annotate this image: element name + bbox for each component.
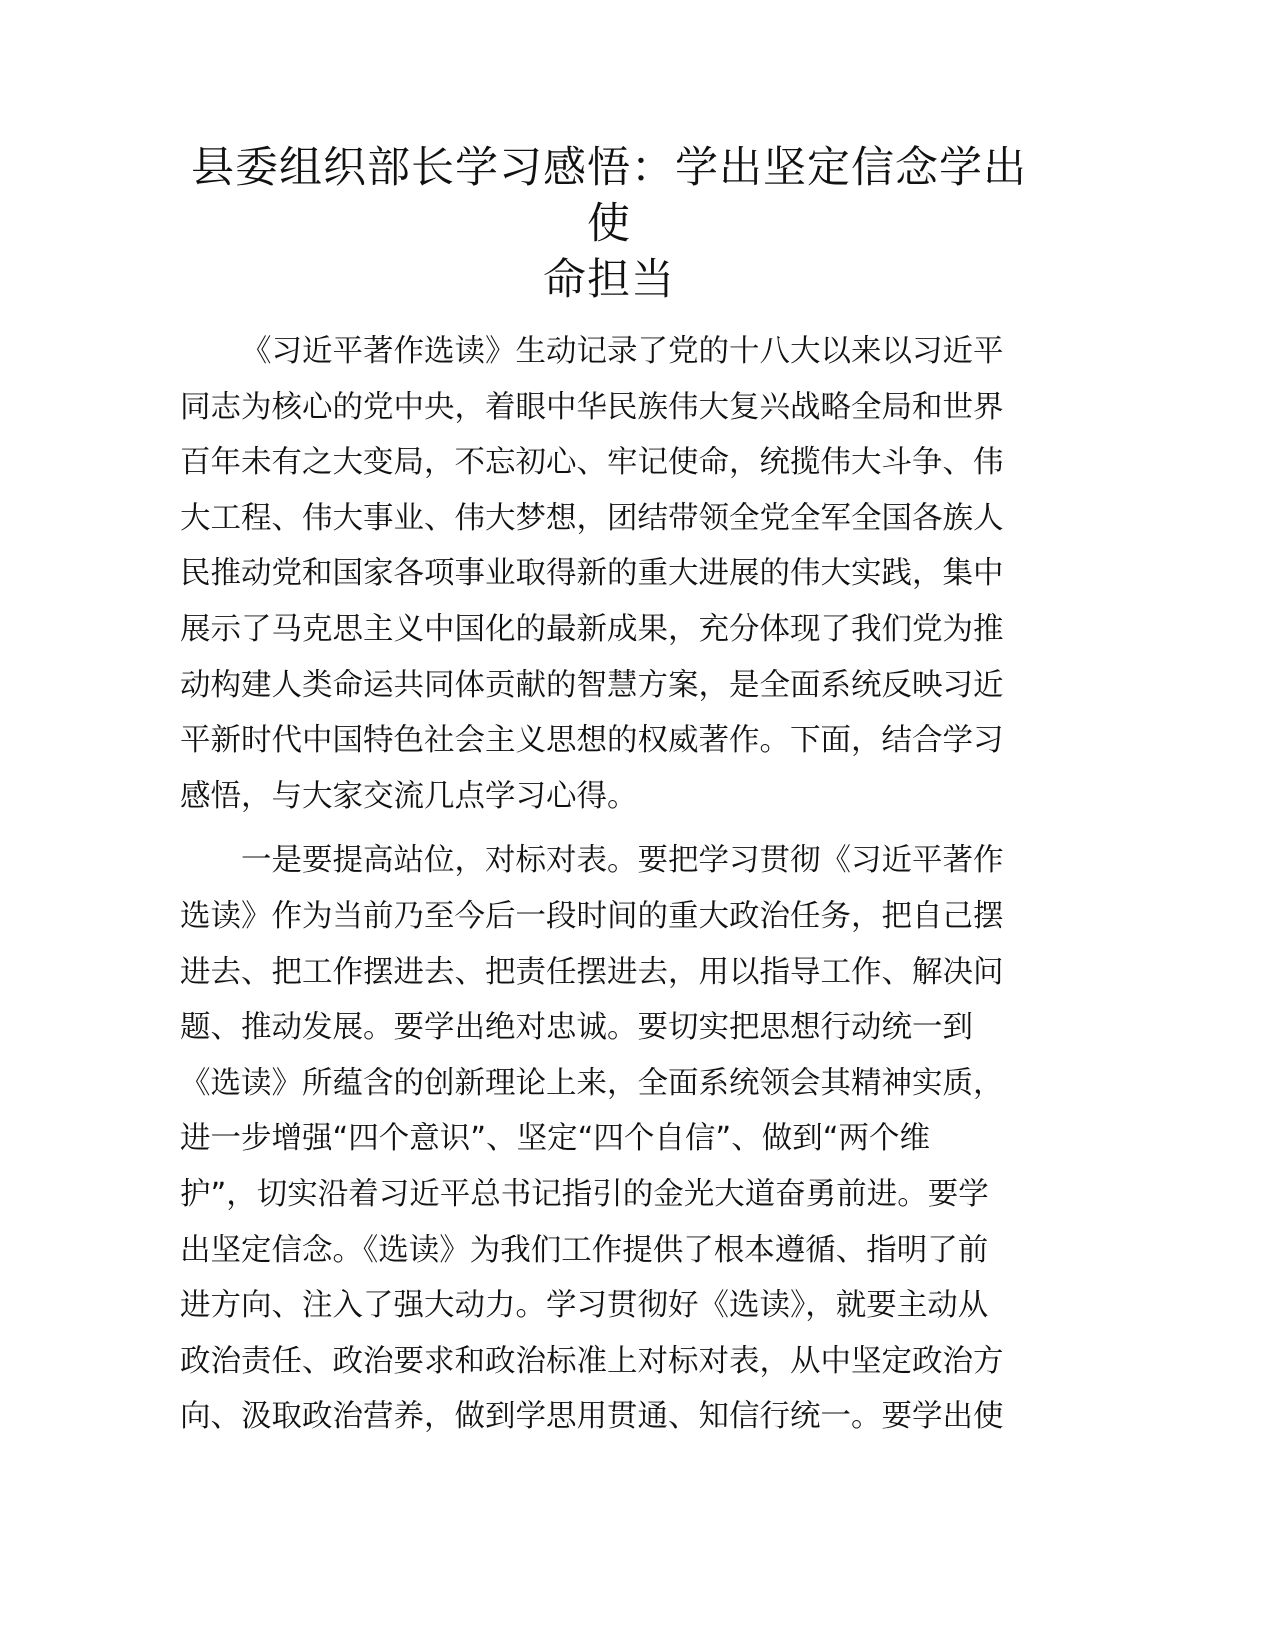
title-line-1: 县委组织部长学习感悟：学出坚定信念学出使 <box>191 143 1027 249</box>
text-line: 一是要提高站位，对标对表。要把学习贯彻《习近平著作 <box>241 843 1004 879</box>
text-line: 出坚定信念。《选读》为我们工作提供了根本遵循、指明了前 <box>180 1232 989 1268</box>
paragraph-intro <box>180 324 1038 824</box>
text-line: 向、汲取政治营养，做到学思用贯通、知信行统一。要学出使 <box>180 1399 1004 1435</box>
text-line: 政治责任、政治要求和政治标准上对标对表，从中坚定政治方 <box>180 1343 1004 1379</box>
text-line: 题、推动发展。要学出绝对忠诚。要切实把思想行动统一到 <box>180 1010 973 1046</box>
text-line: 同志为核心的党中央，着眼中华民族伟大复兴战略全局和世界 <box>180 389 1004 425</box>
text-line: 展示了马克思主义中国化的最新成果，充分体现了我们党为推 <box>180 611 1004 647</box>
document-page <box>180 140 1038 1445</box>
document-title <box>180 140 1038 308</box>
text-line: 进方向、注入了强大动力。学习贯彻好《选读》，就要主动从 <box>180 1288 989 1324</box>
text-line: 护”，切实沿着习近平总书记指引的金光大道奋勇前进。要学 <box>180 1176 989 1212</box>
text-line: 进去、把工作摆进去、把责任摆进去，用以指导工作、解决问 <box>180 954 1004 990</box>
text-line: 民推动党和国家各项事业取得新的重大进展的伟大实践，集中 <box>180 556 1004 592</box>
text-line: 大工程、伟大事业、伟大梦想，团结带领全党全军全国各族人 <box>180 500 1004 536</box>
text-line: 动构建人类命运共同体贡献的智慧方案，是全面系统反映习近 <box>180 667 1004 703</box>
title-line-2: 命担当 <box>543 255 675 305</box>
text-line: 选读》作为当前乃至今后一段时间的重大政治任务，把自己摆 <box>180 898 1004 934</box>
text-line: 进一步增强“四个意识”、坚定“四个自信”、做到“两个维 <box>180 1121 931 1157</box>
text-line: 感悟，与大家交流几点学习心得。 <box>180 778 638 814</box>
text-line: 平新时代中国特色社会主义思想的权威著作。下面，结合学习 <box>180 723 1004 759</box>
text-line: 百年未有之大变局，不忘初心、牢记使命，统揽伟大斗争、伟 <box>180 445 1004 481</box>
text-line: 《习近平著作选读》生动记录了党的十八大以来以习近平 <box>241 334 1004 369</box>
paragraph-point-one <box>180 833 1038 1445</box>
text-line: 《选读》所蕴含的创新理论上来，全面系统领会其精神实质， <box>180 1065 1004 1101</box>
